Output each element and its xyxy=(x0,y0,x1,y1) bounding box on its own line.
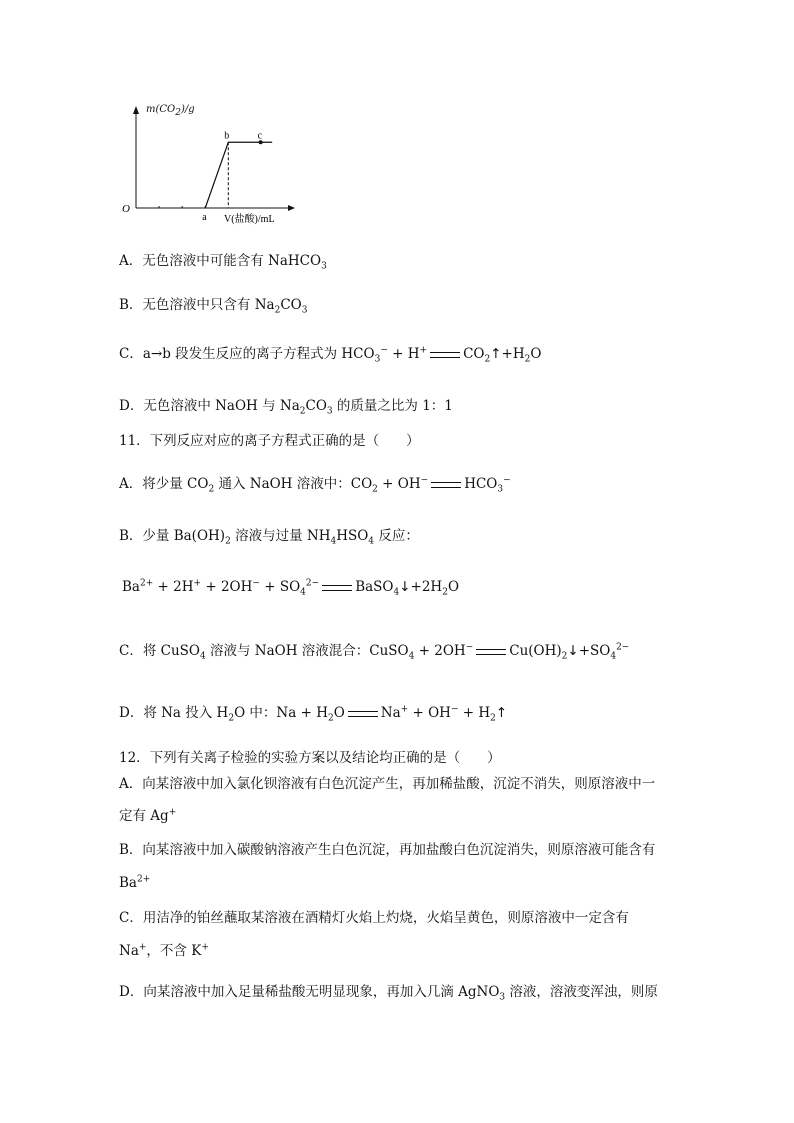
q11-option-a: A．将少量 $CO_2$ 通入 NaOH 溶液中：$CO_2 + OH^-$ $HCO_3^-$ xyxy=(119,475,511,495)
q12-option-a-line2: 定有 Ag+ xyxy=(119,807,177,824)
q12-option-d-line1: D．向某溶液中加入足量稀盐酸无明显现象，再加入几滴 AgNO$_3$ 溶液，溶液变浑浊，则原 xyxy=(119,984,658,1003)
q11-stem: 11．下列反应对应的离子方程式正确的是（ ） xyxy=(119,433,420,449)
q12-option-a-line1: A．向某溶液中加入氯化钡溶液有白色沉淀产生，再加稀盐酸，沉淀不消失，则原溶液中一 xyxy=(119,776,656,792)
y-axis-arrow xyxy=(133,106,139,114)
co2-volume-chart xyxy=(118,100,298,230)
point-a-label: a xyxy=(202,212,207,223)
x-axis-arrow xyxy=(288,205,295,211)
q10-option-a: A．无色溶液中可能含有 NaHCO$_3$ xyxy=(119,253,327,272)
q12-option-c-line1: C．用洁净的铂丝蘸取某溶液在酒精灯火焰上灼烧，火焰呈黄色，则原溶液中一定含有 xyxy=(119,910,629,926)
q11-option-c: C．将 CuSO$_4$ 溶液与 NaOH 溶液混合：CuSO$_4$ + 2OH− $Cu(OH)_2↓+SO_4^{2-}$ xyxy=(119,642,630,662)
q10-option-d: D．无色溶液中 NaOH 与 $Na_2CO_3$ 的质量之比为 1：1 xyxy=(119,398,453,417)
origin-label: O xyxy=(122,203,130,215)
point-c-label: c xyxy=(257,130,263,142)
y-axis-label: $m(CO_2)/g$ xyxy=(146,104,195,118)
point-b-label: b xyxy=(224,130,230,142)
q10-option-c: C．a→b 段发生反应的离子方程式为 $HCO_3^- + H^+$ $CO_2↑+H_2O$ xyxy=(119,345,542,365)
q12-stem: 12．下列有关离子检验的实验方案以及结论均正确的是（ ） xyxy=(119,750,501,766)
q12-option-b-line2: $Ba^{2+}$ xyxy=(119,874,151,891)
q11-option-d: D．将 Na 投入 $H_2O$ 中：$Na + H_2O$ $Na^+ + OH^- + H_2↑$ xyxy=(119,704,508,724)
q11-option-b: B．少量 $Ba(OH)_2$ 溶液与过量 $NH_4HSO_4$ 反应： xyxy=(119,528,419,547)
x-axis-label: V(盐酸)/mL xyxy=(224,214,275,225)
q12-option-c-line2: Na+，不含 K+ xyxy=(119,942,209,959)
q12-option-b-line1: B．向某溶液中加入碳酸钠溶液产生白色沉淀，再加盐酸白色沉淀消失，则原溶液可能含有 xyxy=(119,842,656,858)
co2-curve xyxy=(205,142,272,208)
q11-option-b-equation: $Ba^{2+} + 2H^+ + 2OH^- + SO_4^{2-}$ $BaSO_4↓+2H_2O$ xyxy=(122,578,460,598)
q10-option-b: B．无色溶液中只含有 $Na_2CO_3$ xyxy=(119,297,308,316)
